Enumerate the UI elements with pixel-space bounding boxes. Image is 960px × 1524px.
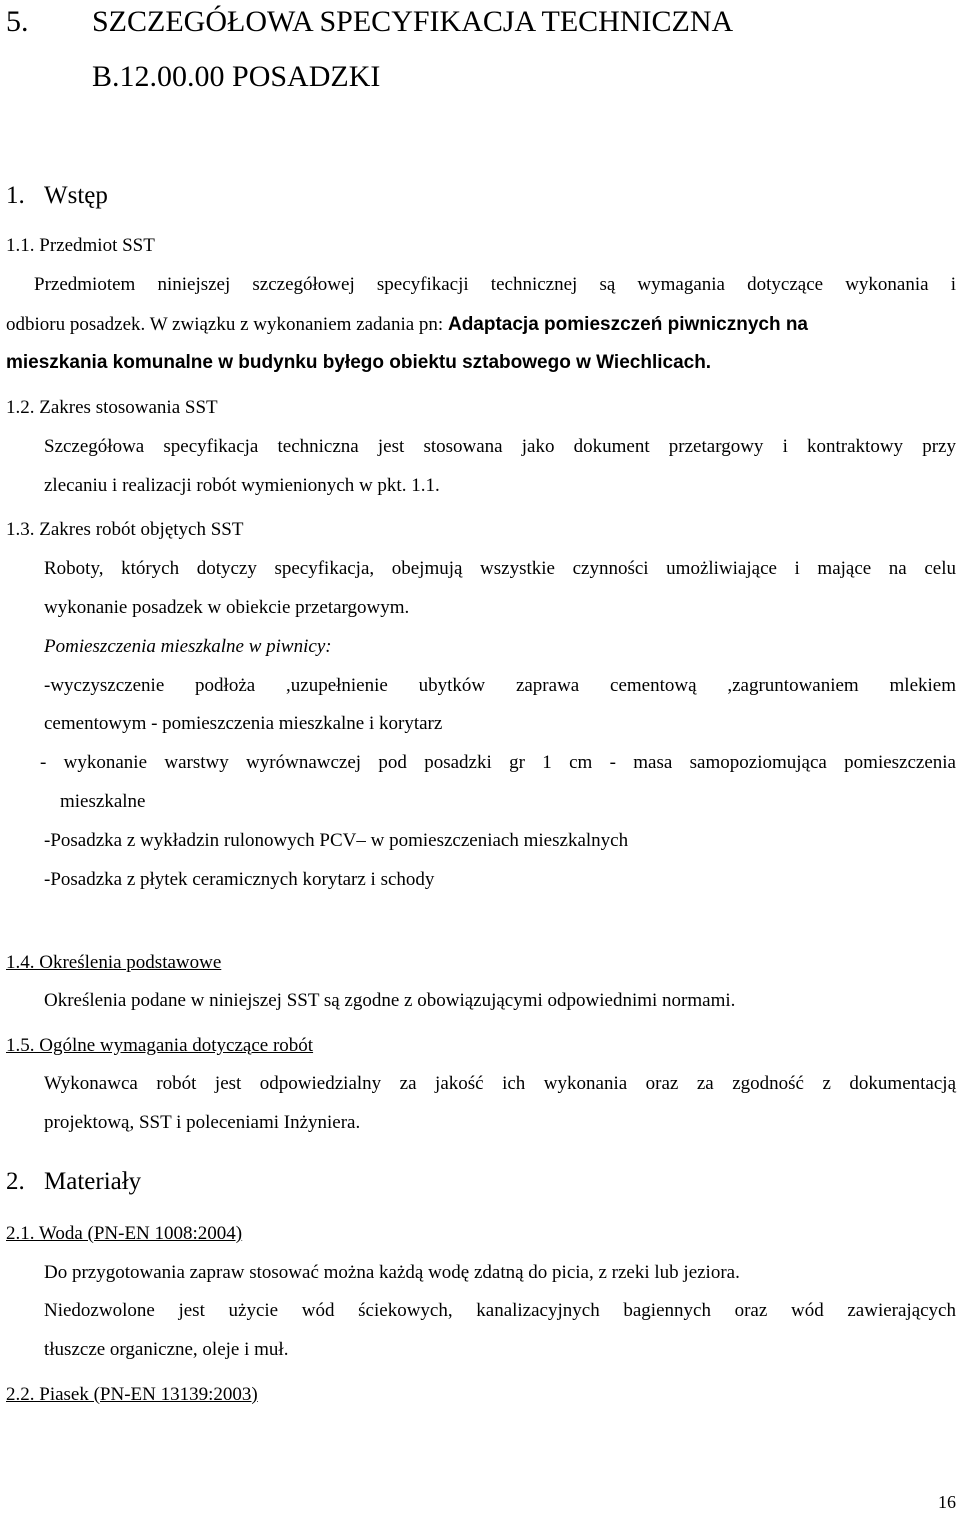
heading-1-3 [6, 518, 243, 542]
heading-2-number: 2. [6, 1168, 25, 1195]
heading-2-1: 2.1. Woda (PN-EN 1008:2004) [6, 1223, 243, 1244]
heading-1-2-title: Zakres stosowania SST [39, 397, 218, 418]
heading-1-1: 1.1. Przedmiot SST [6, 235, 155, 256]
para-1-1-line-2 [6, 313, 958, 337]
para-2-1-line-1: Do przygotowania zapraw stosować można każdą wodę zdatną do picia, z rzeki lub jeziora. [44, 1262, 740, 1283]
heading-1-title: Wstęp [44, 182, 108, 209]
para-2-1-line-3: tłuszcze organiczne, oleje i muł. [44, 1339, 289, 1360]
para-1-3-line-2: wykonanie posadzek w obiekcie przetargowym. [44, 597, 410, 618]
para-1-3-line-1: Roboty, których dotyczy specyfikacja, obejmują wszystkie czynności umożliwiające i mające na celu [44, 558, 956, 579]
heading-1-5: 1.5. Ogólne wymagania dotyczące robót [6, 1035, 314, 1056]
document-subtitle: B.12.00.00 POSADZKI [92, 60, 381, 93]
heading-2-title: Materiały [44, 1168, 142, 1195]
para-1-1-line-1: Przedmiotem niniejszej szczegółowej specyfikacji technicznej są wymagania dotyczące wykonania i [34, 274, 956, 295]
heading-1-2 [6, 396, 218, 420]
para-1-1-line-2-text: odbioru posadzek. W związku z wykonaniem zadania pn: [6, 314, 448, 335]
heading-2-2: 2.2. Piasek (PN-EN 13139:2003) [6, 1384, 258, 1405]
page-number: 16 [938, 1492, 956, 1512]
scope-item-2-line-2: mieszkalne [60, 791, 146, 812]
scope-item-4: -Posadzka z płytek ceramicznych korytarz i schody [44, 869, 435, 890]
heading-1-2-number: 1.2. [6, 397, 35, 418]
project-name-part-2: mieszkania komunalne w budynku byłego obiektu sztabowego w Wiechlicach. [6, 352, 712, 373]
heading-1-3-number: 1.3. [6, 519, 35, 540]
project-name-part-1: Adaptacja pomieszczeń piwnicznych na [447, 314, 809, 335]
para-1-5-line-2: projektową, SST i poleceniami Inżyniera. [44, 1112, 361, 1133]
heading-1-number: 1. [6, 182, 25, 209]
rooms-subheading: Pomieszczenia mieszkalne w piwnicy: [44, 636, 332, 657]
para-1-4-line-1: Określenia podane w niniejszej SST są zgodne z obowiązującymi odpowiednimi normami. [44, 990, 736, 1011]
section-number: 5. [6, 5, 29, 38]
scope-item-2-line-1: - wykonanie warstwy wyrównawczej pod posadzki gr 1 cm - masa samopoziomująca pomieszczenia [40, 752, 956, 773]
heading-1-3-title: Zakres robót objętych SST [39, 519, 244, 540]
scope-item-3: -Posadzka z wykładzin rulonowych PCV– w pomieszczeniach mieszkalnych [44, 830, 629, 851]
para-1-2-line-2: zlecaniu i realizacji robót wymienionych w pkt. 1.1. [44, 475, 440, 496]
para-1-2-line-1: Szczegółowa specyfikacja techniczna jest stosowana jako dokument przetargowy i kontraktowy przy [44, 436, 956, 457]
para-2-1-line-2: Niedozwolone jest użycie wód ściekowych, kanalizacyjnych bagiennych oraz wód zawierających [44, 1300, 956, 1321]
scope-item-1-line-2: cementowym - pomieszczenia mieszkalne i korytarz [44, 713, 443, 734]
heading-1-4: 1.4. Określenia podstawowe [6, 952, 222, 973]
document-title: SZCZEGÓŁOWA SPECYFIKACJA TECHNICZNA [92, 5, 734, 38]
para-1-5-line-1: Wykonawca robót jest odpowiedzialny za jakość ich wykonania oraz za zgodność z dokumentacją [44, 1073, 956, 1094]
scope-item-1-line-1: -wyczyszczenie podłoża ,uzupełnienie ubytków zaprawa cementową ,zagruntowaniem mlekiem [44, 675, 956, 696]
